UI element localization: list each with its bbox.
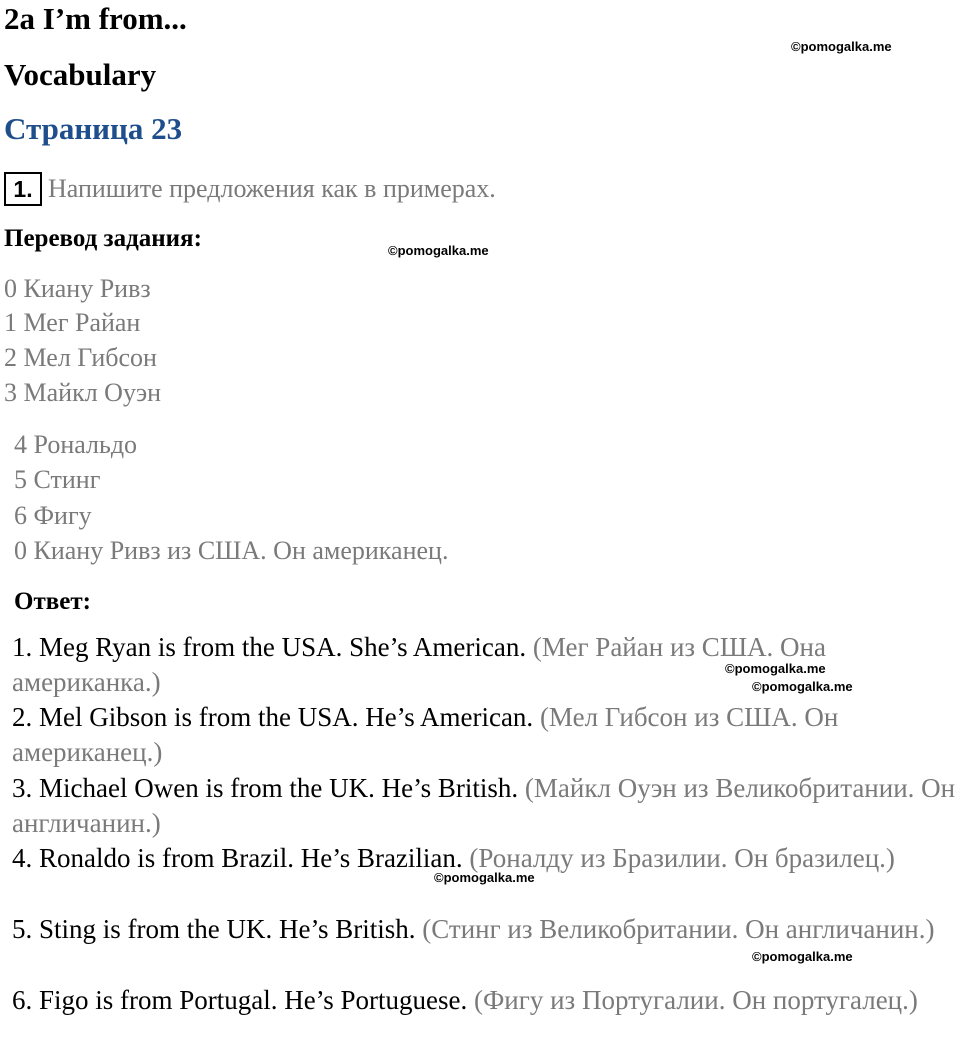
answer-english: 4. Ronaldo is from Brazil. He’s Brazilian. xyxy=(12,843,463,873)
watermark: ©pomogalka.me xyxy=(791,39,892,54)
task-instruction: Напишите предложения как в примерах. xyxy=(48,174,496,203)
watermark: ©pomogalka.me xyxy=(388,243,489,258)
translation-line: 5 Стинг xyxy=(14,465,101,494)
lesson-title: 2a I’m from... xyxy=(4,1,187,36)
task-number-box: 1. xyxy=(4,172,42,206)
translation-example: 0 Киану Ривз из США. Он американец. xyxy=(14,536,449,565)
answer-translation: (Мел Гибсон из США. Он американец.) xyxy=(12,702,839,767)
watermark: ©pomogalka.me xyxy=(752,679,853,694)
watermark: ©pomogalka.me xyxy=(725,661,826,676)
answer-english: 3. Michael Owen is from the UK. He’s British. xyxy=(12,773,519,803)
translation-line: 4 Рональдо xyxy=(14,430,138,459)
translation-line: 1 Мег Райан xyxy=(4,308,141,337)
translation-heading: Перевод задания: xyxy=(4,225,202,252)
section-heading: Vocabulary xyxy=(4,57,157,92)
answer-item xyxy=(12,771,960,841)
translation-line: 6 Фигу xyxy=(14,501,92,530)
answer-english: 1. Meg Ryan is from the USA. She’s American. xyxy=(12,632,527,662)
answer-translation: (Стинг из Великобритании. Он англичанин.) xyxy=(422,914,935,944)
answer-english: 2. Mel Gibson is from the USA. He’s American. xyxy=(12,702,534,732)
answer-translation: (Мег Райан из США. Она американка.) xyxy=(12,632,826,697)
page-heading: Страница 23 xyxy=(4,111,183,146)
translation-line: 3 Майкл Оуэн xyxy=(4,378,162,407)
task-row xyxy=(4,172,496,208)
translation-line: 2 Мел Гибсон xyxy=(4,343,157,372)
translation-line: 0 Киану Ривз xyxy=(4,274,151,303)
answer-item xyxy=(12,700,960,770)
answer-heading: Ответ: xyxy=(14,588,91,615)
answer-item xyxy=(12,983,960,1018)
answer-translation: (Майкл Оуэн из Великобритании. Он англичанин.) xyxy=(12,773,956,838)
answer-english: 5. Sting is from the UK. He’s British. xyxy=(12,914,416,944)
watermark: ©pomogalka.me xyxy=(752,949,853,964)
answer-item xyxy=(12,912,960,947)
answer-english: 6. Figo is from Portugal. He’s Portuguese. xyxy=(12,985,468,1015)
answer-translation: (Роналду из Бразилии. Он бразилец.) xyxy=(469,843,895,873)
watermark: ©pomogalka.me xyxy=(434,870,535,885)
answer-translation: (Фигу из Португалии. Он португалец.) xyxy=(473,985,918,1015)
